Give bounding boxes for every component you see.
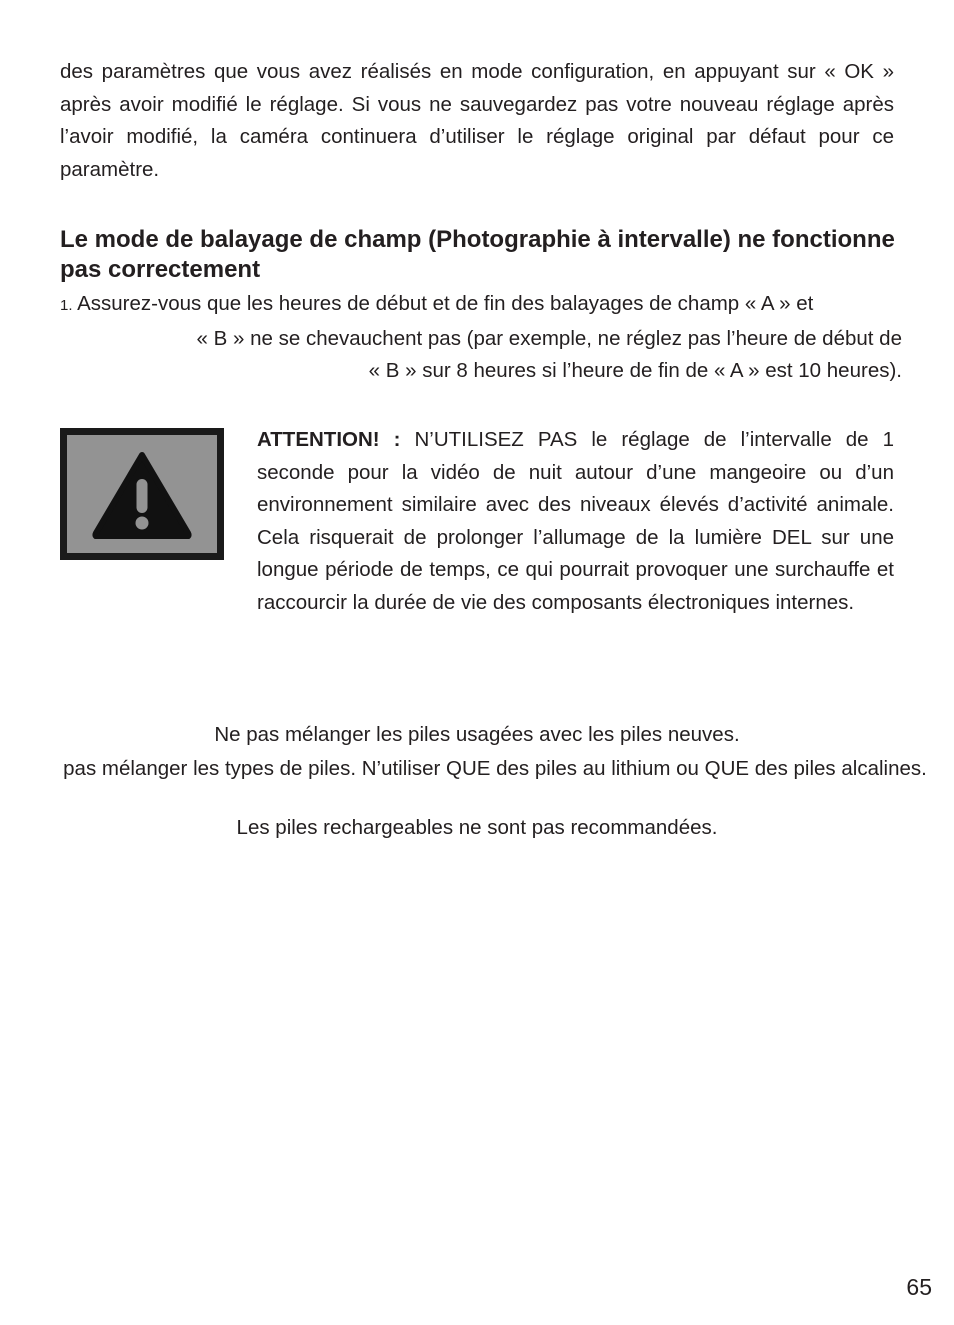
section-heading: Le mode de balayage de champ (Photographie à intervalle) ne fonctionne pas correctement (60, 226, 895, 283)
list-item-line-2: « B » ne se chevauchent pas (par exemple, ne réglez pas l’heure de début de (196, 326, 902, 350)
warning-box (60, 428, 224, 560)
warning-triangle-icon (90, 449, 194, 539)
battery-note-2: pas mélanger les types de piles. N’utiliser QUE des piles au lithium ou QUE des piles alcalines. (63, 757, 927, 780)
page-number: 65 (906, 1274, 932, 1300)
list-item-line-1: 1. Assurez-vous que les heures de début et de fin des balayages de champ « A » et (60, 292, 814, 315)
warning-body: N’UTILISEZ PAS le réglage de l’intervalle de 1 seconde pour la vidéo de nuit autour d’une mangeoire ou d’un environnement similaire avec des niveaux élevés d’activité animale. Cela risquerait de prolonger l’allumage de la lumière DEL sur une longue période de temps, ce qui pourrait provoquer une surchauffe et raccourcir la durée de vie des composants électroniques internes. (257, 428, 894, 614)
list-item-line-3: « B » sur 8 heures si l’heure de fin de « A » est 10 heures). (368, 359, 902, 382)
warning-text (257, 424, 894, 619)
battery-note-1: Ne pas mélanger les piles usagées avec les piles neuves. (214, 723, 740, 746)
list-item-number: 1. (60, 297, 73, 314)
list-item (60, 288, 902, 388)
battery-note-3: Les piles rechargeables ne sont pas recommandées. (236, 816, 718, 839)
warning-label: ATTENTION! : (257, 428, 401, 451)
intro-paragraph: des paramètres que vous avez réalisés en mode configuration, en appuyant sur « OK » après avoir modifié le réglage. Si vous ne sauvegardez pas votre nouveau réglage après l’avoir modifié, la caméra continuera d’utiliser le réglage original par défaut pour ce paramètre. (60, 60, 894, 181)
